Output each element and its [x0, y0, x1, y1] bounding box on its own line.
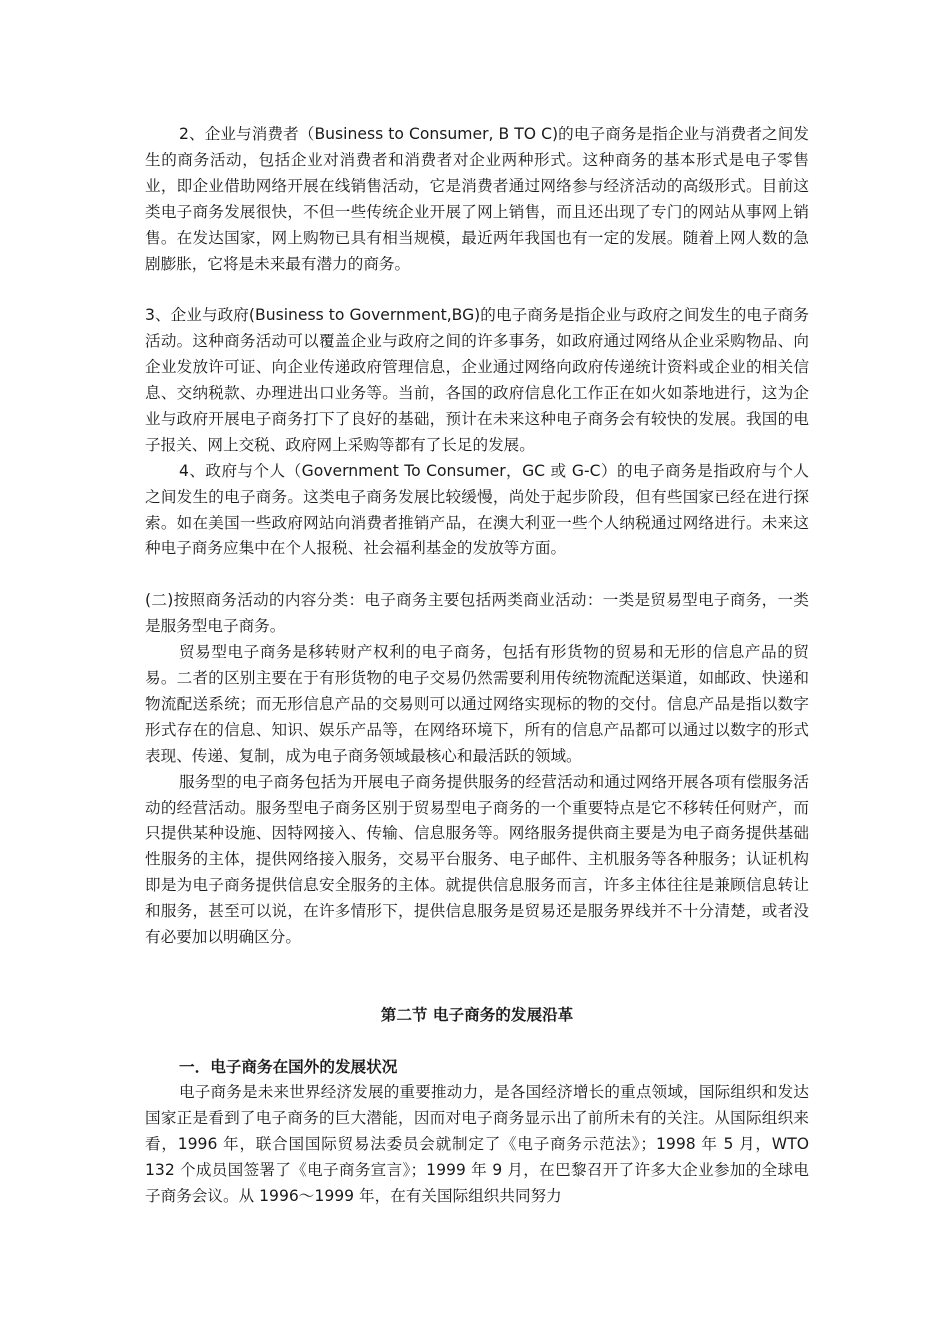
- blank-line: [145, 562, 809, 588]
- paragraph-g2c: 4、政府与个人（Government To Consumer，GC 或 G-C）的电子商务是指政府与个人之间发生的电子商务。这类电子商务发展比较缓慢，尚处于起步阶段，但有些国家已经在进行探索。如在美国一些政府网站向消费者推销产品，在澳大利亚一些个人纳税通过网络进行。未来这种电子商务应集中在个人报税、社会福利基金的发放等方面。: [145, 461, 809, 558]
- blank-line: [145, 1029, 809, 1055]
- document-page: [145, 122, 809, 1210]
- blank-line: [145, 951, 809, 1003]
- paragraph-service-ecommerce: 服务型的电子商务包括为开展电子商务提供服务的经营活动和通过网络开展各项有偿服务活动的经营活动。服务型电子商务区别于贸易型电子商务的一个重要特点是它不移转任何财产，而只提供某种设施、因特网接入、传输、信息服务等。网络服务提供商主要是为电子商务提供基础性服务的主体，提供网络接入服务，交易平台服务、电子邮件、主机服务等各种服务；认证机构即是为电子商务提供信息安全服务的主体。就提供信息服务而言，许多主体往往是兼顾信息转让和服务，甚至可以说，在许多情形下，提供信息服务是贸易还是服务界线并不十分清楚，或者没有必要加以明确区分。: [145, 772, 809, 947]
- paragraph-trade-ecommerce: 贸易型电子商务是移转财产权利的电子商务，包括有形货物的贸易和无形的信息产品的贸易。二者的区别主要在于有形货物的电子交易仍然需要利用传统物流配送渠道，如邮政、快递和物流配送系统；而无形信息产品的交易则可以通过网络实现标的物的交付。信息产品是指以数字形式存在的信息、知识、娱乐产品等，在网络环境下，所有的信息产品都可以通过以数字的形式表现、传递、复制，成为电子商务领域最核心和最活跃的领域。: [145, 643, 809, 765]
- subsection-title: 一．电子商务在国外的发展状况: [179, 1057, 398, 1076]
- paragraph-b2c: 2、企业与消费者（Business to Consumer, B TO C)的电子商务是指企业与消费者之间发生的商务活动，包括企业对消费者和消费者对企业两种形式。这种商务的基本形式是电子零售业，即企业借助网络开展在线销售活动，它是消费者通过网络参与经济活动的高级形式。目前这类电子商务发展很快，不但一些传统企业开展了网上销售，而且还出现了专门的网站从事网上销售。在发达国家，网上购物已具有相当规模，最近两年我国也有一定的发展。随着上网人数的急剧膨胀，它将是未来最有潜力的商务。: [145, 125, 809, 273]
- paragraph-content-classification: (二)按照商务活动的内容分类：电子商务主要包括两类商业活动：一类是贸易型电子商务，一类是服务型电子商务。: [145, 591, 809, 636]
- section-title: 第二节 电子商务的发展沿革: [380, 1005, 574, 1024]
- paragraph-foreign-development: 电子商务是未来世界经济发展的重要推动力，是各国经济增长的重点领域，国际组织和发达国家正是看到了电子商务的巨大潜能，因而对电子商务显示出了前所未有的关注。从国际组织来看，1996 年，联合国国际贸易法委员会就制定了《电子商务示范法》；1998 年 5 月，WTO 132 个成员国签署了《电子商务宣言》；1999 年 9 月，在巴黎召开了许多大企业参加的全球电子商务会议。从 1996～1999 年，在有关国际组织共同努力: [145, 1083, 809, 1206]
- blank-line: [145, 277, 809, 303]
- paragraph-b2g: 3、企业与政府(Business to Government,BG)的电子商务是指企业与政府之间发生的电子商务活动。这种商务活动可以覆盖企业与政府之间的许多事务，如政府通过网络从企业采购物品、向企业发放许可证、向企业传递政府管理信息，企业通过网络向政府传递统计资料或企业的相关信息、交纳税款、办理进出口业务等。当前，各国的政府信息化工作正在如火如荼地进行，这为企业与政府开展电子商务打下了良好的基础，预计在未来这种电子商务会有较快的发展。我国的电子报关、网上交税、政府网上采购等都有了长足的发展。: [145, 306, 809, 454]
